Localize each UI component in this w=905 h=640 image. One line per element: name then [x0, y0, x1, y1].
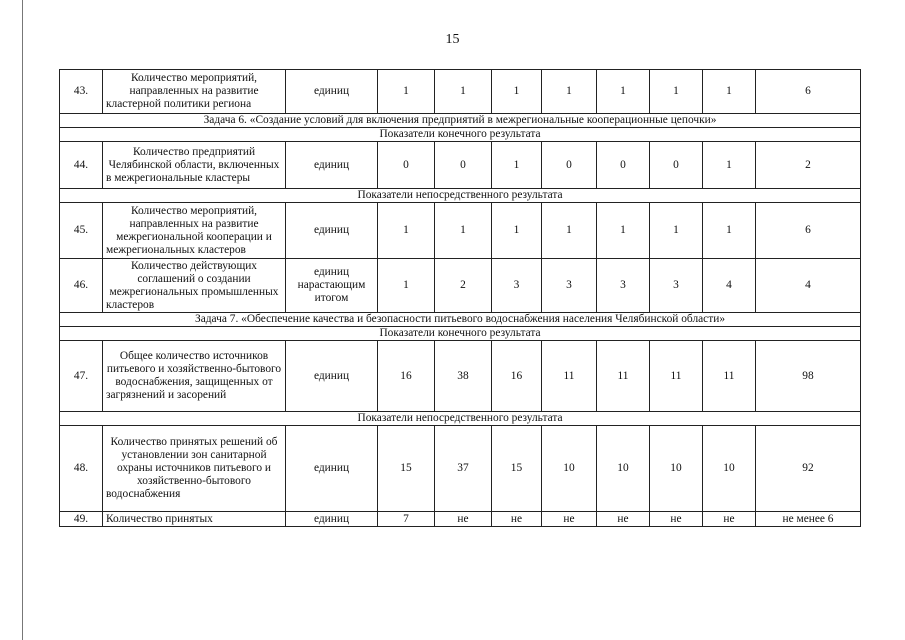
row-number: 48. [60, 426, 103, 512]
unit-cell: единиц [286, 70, 378, 114]
table-row [60, 512, 861, 527]
table-row [60, 426, 861, 512]
year-value-cell: 10 [597, 426, 650, 512]
table-body [60, 70, 861, 527]
year-value-cell: 1 [378, 259, 435, 313]
task-heading-row [60, 114, 861, 128]
row-number: 45. [60, 203, 103, 259]
year-value-cell: 10 [703, 426, 756, 512]
unit-cell: единиц [286, 341, 378, 412]
year-value-cell: 0 [542, 142, 597, 189]
indicators-table [59, 69, 861, 527]
total-value-cell: 2 [756, 142, 861, 189]
table-row [60, 70, 861, 114]
year-value-cell: 1 [435, 203, 492, 259]
year-value-cell: 1 [542, 203, 597, 259]
section-heading: Показатели конечного результата [60, 128, 861, 142]
year-value-cell: 10 [542, 426, 597, 512]
year-value-cell: 1 [492, 142, 542, 189]
year-value-cell: не [492, 512, 542, 527]
year-value-cell: 10 [650, 426, 703, 512]
year-value-cell: 1 [492, 203, 542, 259]
table-row [60, 341, 861, 412]
indicator-name: Количество принятых [103, 512, 286, 527]
year-value-cell: не [650, 512, 703, 527]
total-value-cell: 92 [756, 426, 861, 512]
row-number: 43. [60, 70, 103, 114]
year-value-cell: 16 [378, 341, 435, 412]
row-number: 46. [60, 259, 103, 313]
indicator-name: Количество предприятий Челябинской области, включенных в межрегиональные кластеры [103, 142, 286, 189]
section-heading: Показатели непосредственного результата [60, 412, 861, 426]
indicator-name: Общее количество источников питьевого и хозяйственно-бытового водоснабжения, защищенных от загрязнений и засорений [103, 341, 286, 412]
section-heading-row [60, 189, 861, 203]
task-heading: Задача 6. «Создание условий для включения предприятий в межрегиональные кооперационные цепочки» [60, 114, 861, 128]
year-value-cell: 15 [378, 426, 435, 512]
indicator-name: Количество мероприятий, направленных на развитие межрегиональной кооперации и межрегиональных кластеров [103, 203, 286, 259]
year-value-cell: 11 [703, 341, 756, 412]
indicator-name: Количество принятых решений об установлении зон санитарной охраны источников питьевого и хозяйственно-бытового водоснабжения [103, 426, 286, 512]
year-value-cell: 1 [597, 203, 650, 259]
table-row [60, 142, 861, 189]
year-value-cell: 4 [703, 259, 756, 313]
unit-cell: единиц [286, 426, 378, 512]
year-value-cell: 3 [542, 259, 597, 313]
table-row [60, 259, 861, 313]
year-value-cell: 15 [492, 426, 542, 512]
unit-cell: единиц [286, 512, 378, 527]
unit-cell: единиц [286, 203, 378, 259]
year-value-cell: 1 [378, 70, 435, 114]
row-number: 47. [60, 341, 103, 412]
year-value-cell: 0 [597, 142, 650, 189]
year-value-cell: 1 [703, 142, 756, 189]
year-value-cell: 3 [650, 259, 703, 313]
year-value-cell: 1 [597, 70, 650, 114]
year-value-cell: 37 [435, 426, 492, 512]
year-value-cell: 1 [650, 203, 703, 259]
year-value-cell: 11 [650, 341, 703, 412]
total-value-cell: 6 [756, 203, 861, 259]
year-value-cell: 2 [435, 259, 492, 313]
unit-cell: единиц нарастающим итогом [286, 259, 378, 313]
year-value-cell: 11 [597, 341, 650, 412]
year-value-cell: 3 [492, 259, 542, 313]
section-heading: Показатели конечного результата [60, 327, 861, 341]
indicator-name: Количество действующих соглашений о создании межрегиональных промышленных кластеров [103, 259, 286, 313]
year-value-cell: 16 [492, 341, 542, 412]
total-value-cell: 6 [756, 70, 861, 114]
row-number: 44. [60, 142, 103, 189]
total-value-cell: 98 [756, 341, 861, 412]
year-value-cell: 1 [703, 203, 756, 259]
year-value-cell: не [597, 512, 650, 527]
year-value-cell: не [542, 512, 597, 527]
year-value-cell: 1 [703, 70, 756, 114]
year-value-cell: 1 [492, 70, 542, 114]
year-value-cell: 3 [597, 259, 650, 313]
year-value-cell: 11 [542, 341, 597, 412]
year-value-cell: 1 [435, 70, 492, 114]
task-heading: Задача 7. «Обеспечение качества и безопасности питьевого водоснабжения населения Челябинской области» [60, 313, 861, 327]
year-value-cell: не [435, 512, 492, 527]
year-value-cell: 0 [378, 142, 435, 189]
total-value-cell: 4 [756, 259, 861, 313]
year-value-cell: не [703, 512, 756, 527]
section-heading: Показатели непосредственного результата [60, 189, 861, 203]
section-heading-row [60, 128, 861, 142]
page-margin-line [22, 0, 23, 640]
row-number: 49. [60, 512, 103, 527]
table-row [60, 203, 861, 259]
year-value-cell: 7 [378, 512, 435, 527]
section-heading-row [60, 327, 861, 341]
page-number: 15 [445, 32, 460, 47]
year-value-cell: 38 [435, 341, 492, 412]
task-heading-row [60, 313, 861, 327]
year-value-cell: 0 [650, 142, 703, 189]
section-heading-row [60, 412, 861, 426]
year-value-cell: 1 [650, 70, 703, 114]
year-value-cell: 1 [542, 70, 597, 114]
total-value-cell: не менее 6 [756, 512, 861, 527]
unit-cell: единиц [286, 142, 378, 189]
indicator-name: Количество мероприятий, направленных на развитие кластерной политики региона [103, 70, 286, 114]
year-value-cell: 1 [378, 203, 435, 259]
year-value-cell: 0 [435, 142, 492, 189]
